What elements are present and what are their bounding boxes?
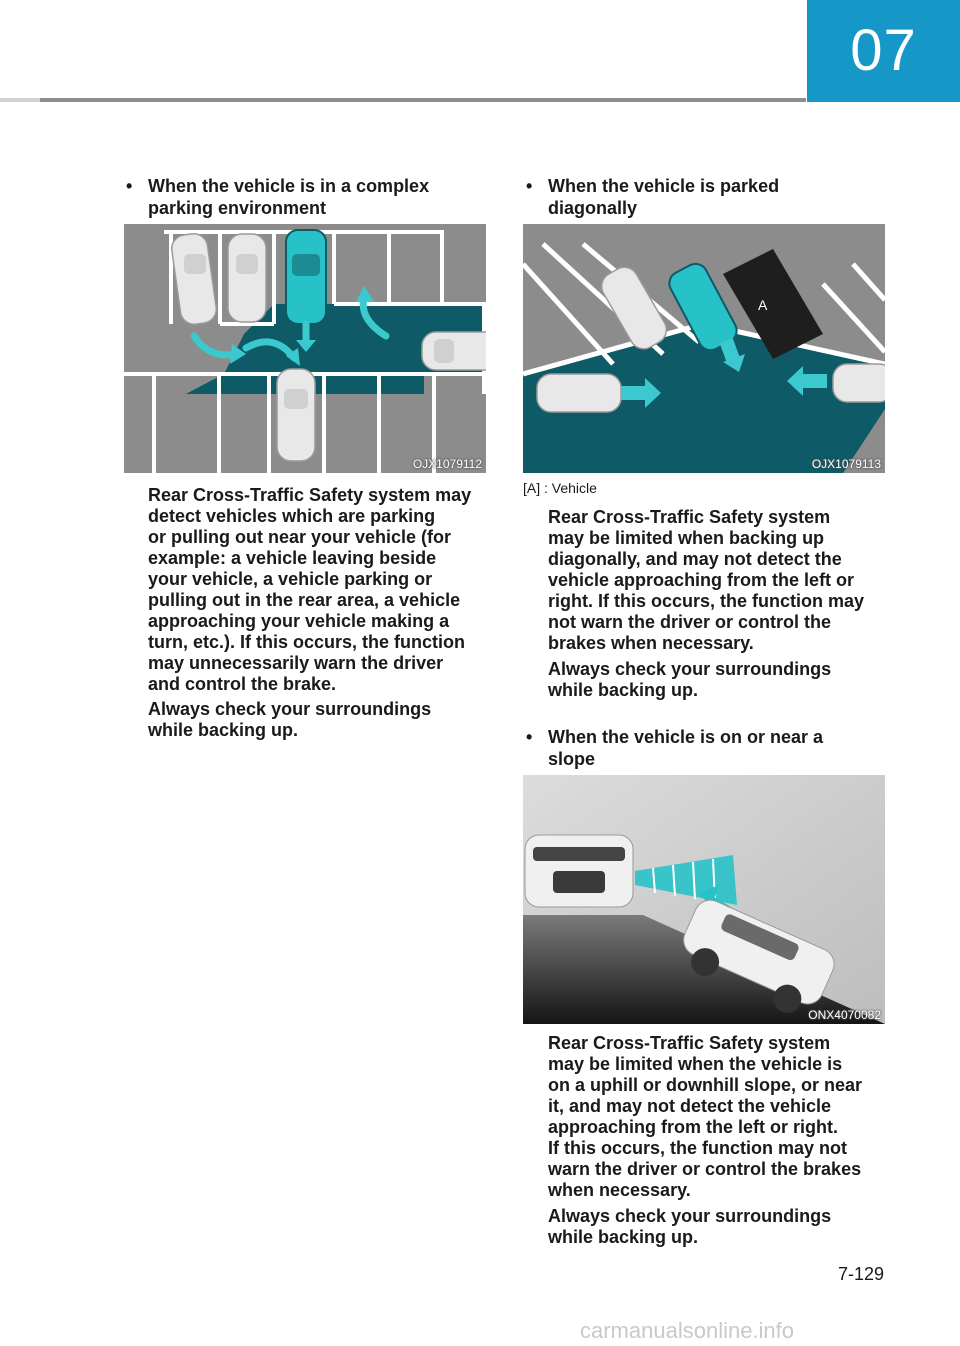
left-bullet-text: When the vehicle is in a complex parking environment	[148, 176, 430, 218]
text-line: may be limited when backing up	[548, 528, 825, 548]
text-line: warn the driver or control the brakes	[548, 1159, 862, 1179]
complex-parking-figure	[124, 224, 486, 473]
text-line: or pulling out near your vehicle (for	[148, 527, 452, 547]
text-line: pulling out in the rear area, a vehicle	[148, 590, 461, 610]
left-bullet-heading	[126, 175, 478, 219]
watermark: carmanualsonline.info	[580, 1318, 795, 1343]
text-line: may unnecessarily warn the driver	[148, 653, 444, 673]
text-line: your vehicle, a vehicle parking or	[148, 569, 433, 589]
text-line: turn, etc.). If this occurs, the function	[148, 632, 466, 652]
left-paragraph-1	[148, 485, 488, 695]
text-line: Always check your surroundings	[148, 699, 432, 719]
figure-code: OJX1079113	[811, 457, 881, 471]
text-line: when necessary.	[548, 1180, 691, 1200]
text-line: brakes when necessary.	[548, 633, 754, 653]
text-line: Rear Cross-Traffic Safety system may	[148, 485, 472, 505]
chapter-tab: 07	[807, 0, 960, 102]
text-line: Rear Cross-Traffic Safety system	[548, 1033, 831, 1053]
text-line: vehicle approaching from the left or	[548, 570, 855, 590]
header-rule	[0, 98, 806, 102]
diagonal-parking-figure	[523, 224, 885, 473]
right-paragraph-2	[548, 659, 888, 701]
right-bullet-heading-2	[526, 726, 868, 770]
text-line: on a uphill or downhill slope, or near	[548, 1075, 863, 1095]
text-line: it, and may not detect the vehicle	[548, 1096, 832, 1116]
text-line: Always check your surroundings	[548, 659, 832, 679]
right-bullet-text-2: When the vehicle is on or near a slope	[548, 727, 824, 769]
slope-figure	[523, 775, 885, 1024]
figure-code: ONX4070082	[808, 1008, 881, 1022]
text-line: right. If this occurs, the function may	[548, 591, 865, 611]
bullet-dot: •	[126, 176, 133, 196]
text-line: detect vehicles which are parking	[148, 506, 436, 526]
right-bullet-text-1: When the vehicle is parked diagonally	[548, 176, 780, 218]
right-bullet-heading-1	[526, 175, 868, 219]
figure-caption: [A] : Vehicle	[523, 480, 597, 496]
text-line: while backing up.	[548, 680, 699, 700]
text-line: approaching from the left or right.	[548, 1117, 839, 1137]
text-line: example: a vehicle leaving beside	[148, 548, 437, 568]
text-line: may be limited when the vehicle is	[548, 1054, 843, 1074]
header-rule-accent	[0, 98, 40, 102]
bullet-dot: •	[526, 727, 533, 747]
right-paragraph-1	[548, 507, 888, 654]
text-line: Rear Cross-Traffic Safety system	[548, 507, 831, 527]
page-number: 7-129	[837, 1264, 884, 1284]
text-line: approaching your vehicle making a	[148, 611, 450, 631]
right-paragraph-3	[548, 1033, 888, 1201]
text-line: If this occurs, the function may not	[548, 1138, 848, 1158]
text-line: and control the brake.	[148, 674, 337, 694]
text-line: Always check your surroundings	[548, 1206, 832, 1226]
left-paragraph-2	[148, 699, 488, 741]
text-line: while backing up.	[148, 720, 299, 740]
figure-code: OJX1079112	[412, 457, 482, 471]
vehicle-label-a: A	[758, 297, 768, 313]
text-line: not warn the driver or control the	[548, 612, 832, 632]
bullet-dot: •	[526, 176, 533, 196]
text-line: while backing up.	[548, 1227, 699, 1247]
text-line: diagonally, and may not detect the	[548, 549, 842, 569]
right-paragraph-4	[548, 1206, 888, 1248]
